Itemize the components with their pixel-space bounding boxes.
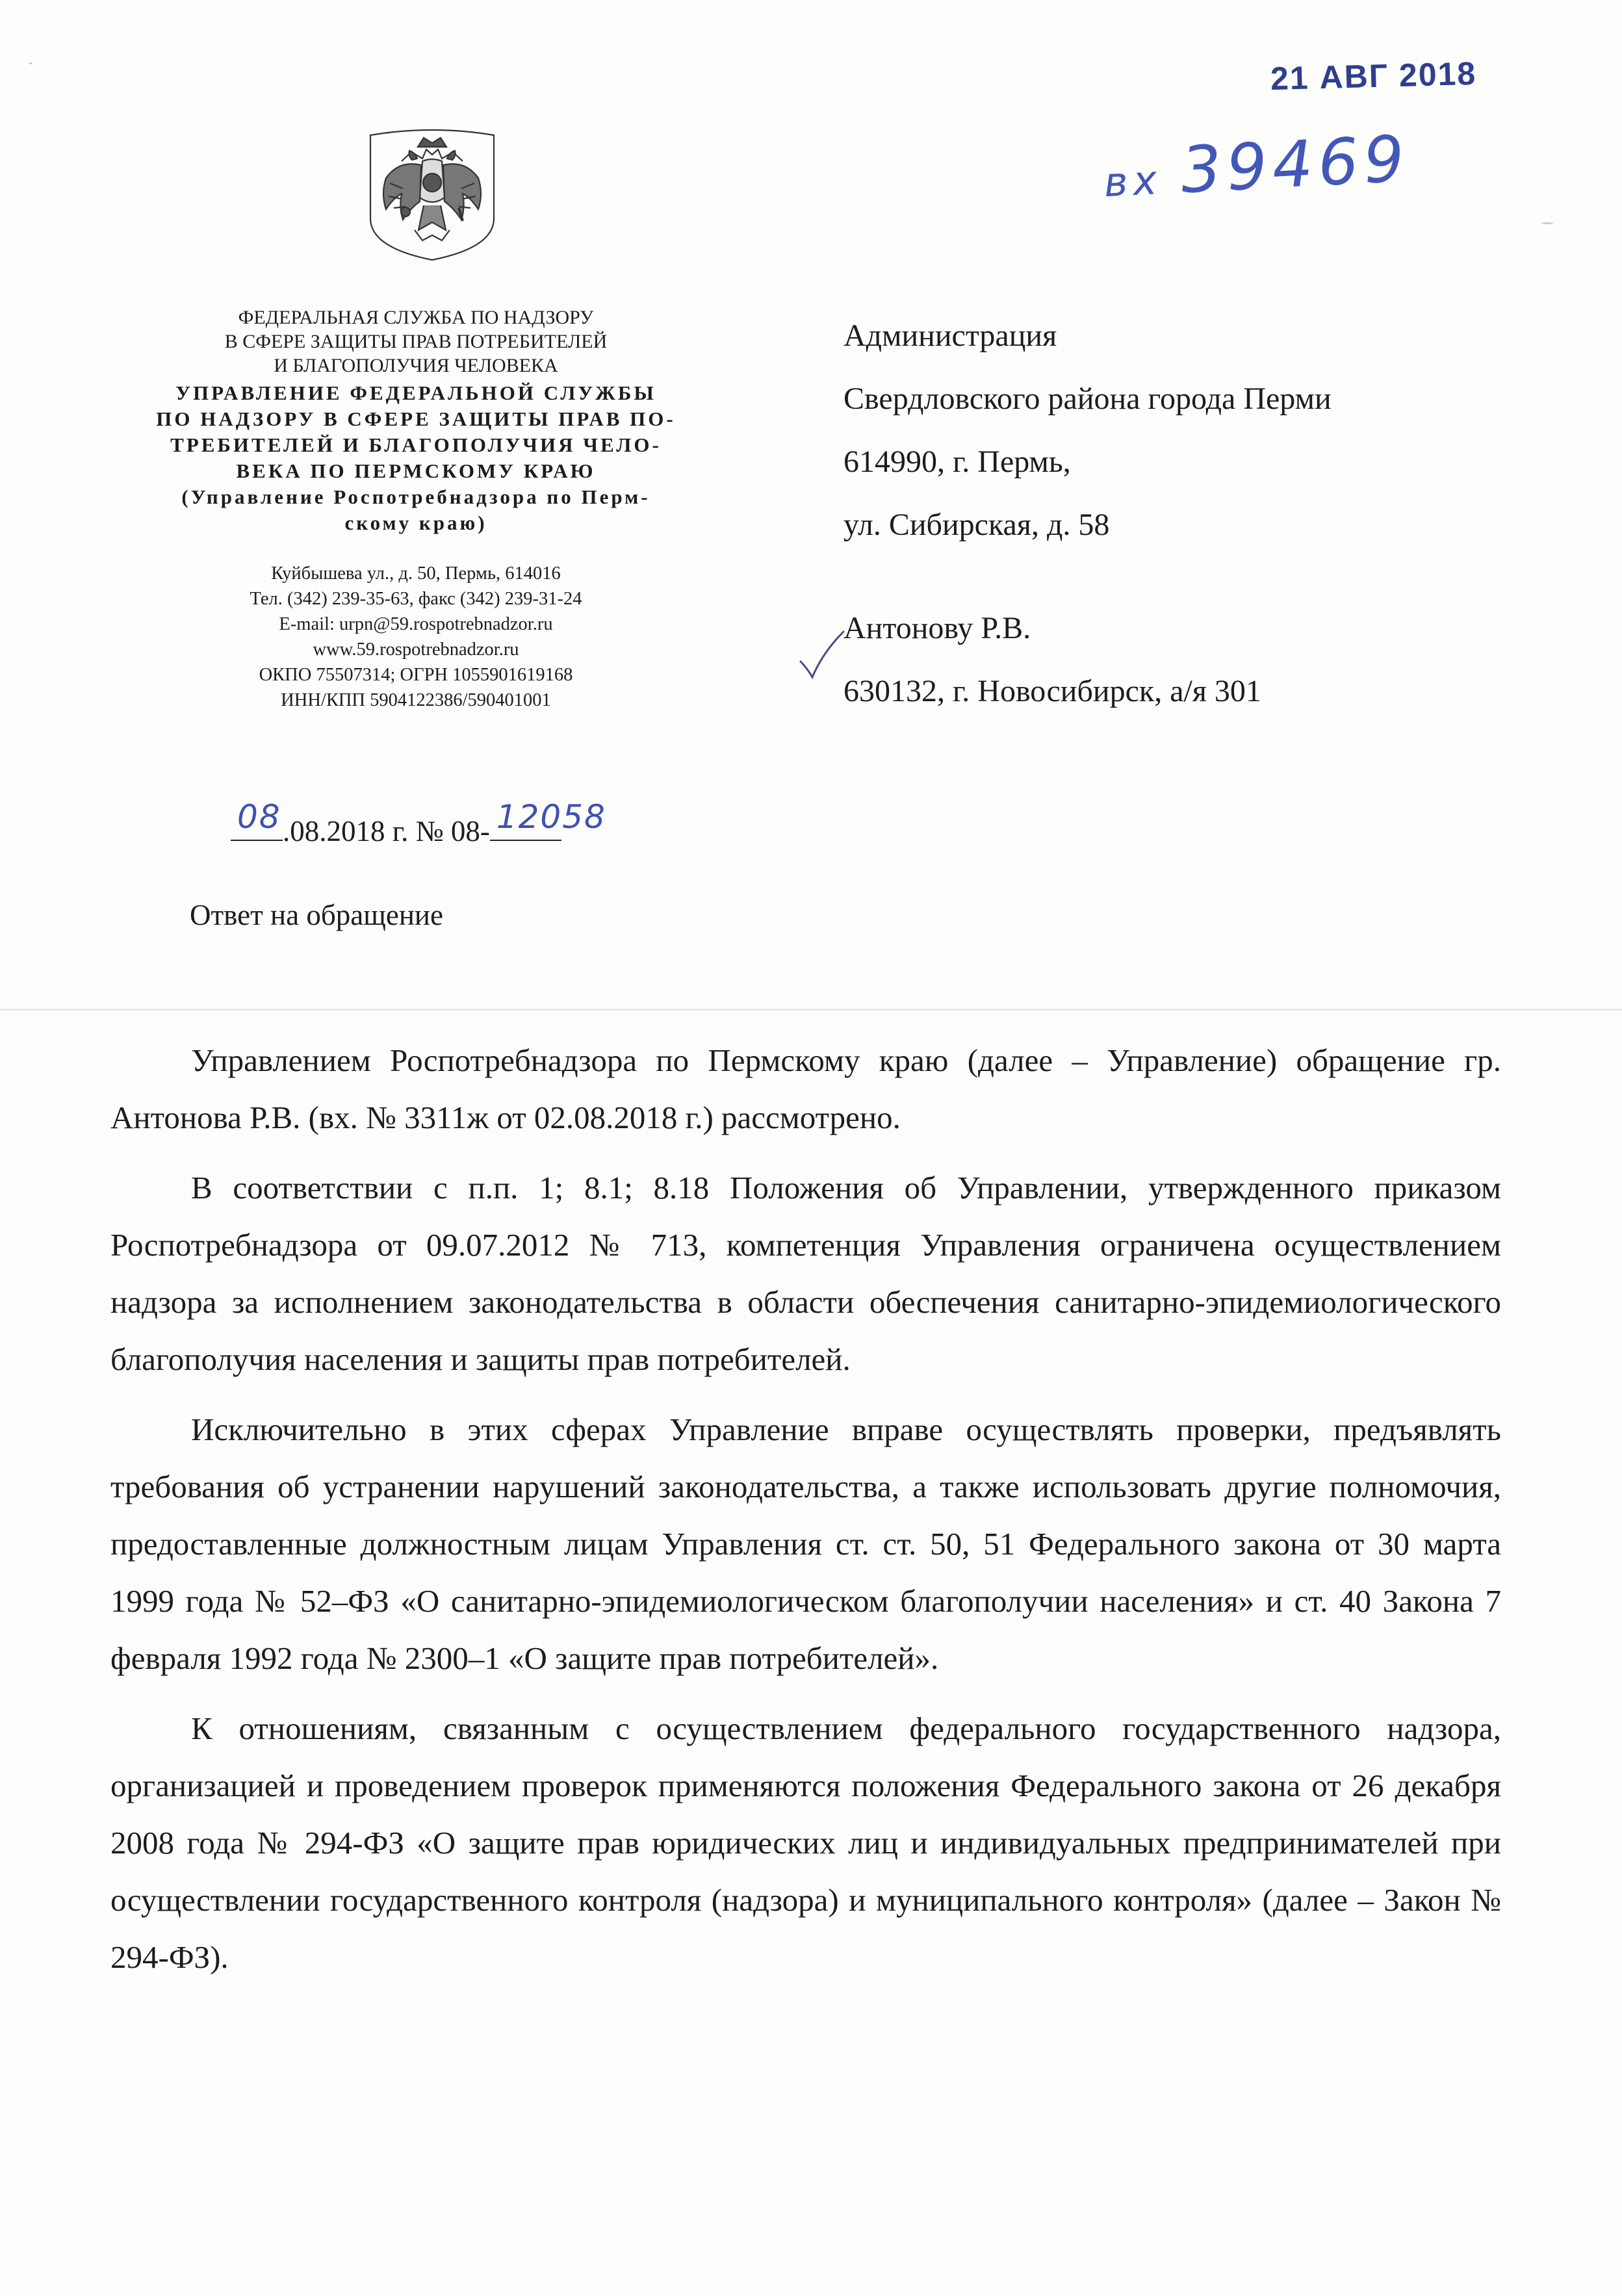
incoming-number-handwritten xyxy=(1101,122,1411,212)
sender-inn-kpp: ИНН/КПП 5904122386/590401001 xyxy=(281,690,551,710)
outgoing-day-blank xyxy=(231,798,283,841)
sender-email: E-mail: urpn@59.rospotrebnadzor.ru xyxy=(279,614,553,634)
addressee-line: 630132, г. Новосибирск, а/я 301 xyxy=(843,674,1261,708)
sender-okpo-ogrn: ОКПО 75507314; ОГРН 1055901619168 xyxy=(259,665,573,685)
sender-contacts xyxy=(78,561,754,713)
coat-of-arms-icon xyxy=(364,121,500,264)
sender-website: www.59.rospotrebnadzor.ru xyxy=(313,639,519,660)
addressee-line: Администрация xyxy=(843,318,1057,353)
scan-speck xyxy=(1541,222,1553,224)
department-name: УПРАВЛЕНИЕ ФЕДЕРАЛЬНОЙ СЛУЖБЫ ПО НАДЗОРУ В СФЕРЕ ЗАЩИТЫ ПРАВ ПО- ТРЕБИТЕЛЕЙ И БЛАГОПОЛУЧИЯ ЧЕЛО- ВЕКА ПО ПЕРМСКОМУ КРАЮ (Управление Роспотребнадзора по Перм- скому краю) xyxy=(156,381,676,534)
addressee-block xyxy=(843,304,1332,723)
outgoing-date-number: .08.2018 г. № 08- xyxy=(283,815,490,847)
outgoing-day: 08 xyxy=(237,798,281,836)
outgoing-reference xyxy=(231,798,606,848)
sender-address: Куйбышева ул., д. 50, Пермь, 614016 xyxy=(271,563,561,584)
received-date-stamp: 21 АВГ 2018 xyxy=(1270,55,1477,97)
body-paragraph: В соответствии с п.п. 1; 8.1; 8.18 Положения об Управлении, утвержденного приказом Роспотребнадзора от 09.07.2012 № 713, компетенция Управления ограничена осуществлением надзора за исполнением законодательства в области обеспечения санитарно-эпидемиологического благополучия населения и защиты прав потребителей. xyxy=(110,1170,1501,1377)
federal-service-name: ФЕДЕРАЛЬНАЯ СЛУЖБА ПО НАДЗОРУ В СФЕРЕ ЗАЩИТЫ ПРАВ ПОТРЕБИТЕЛЕЙ И БЛАГОПОЛУЧИЯ ЧЕЛОВЕКА xyxy=(224,307,608,376)
body-paragraph: Исключительно в этих сферах Управление вправе осуществлять проверки, предъявлять требования об устранении нарушений законодательства, а также использовать другие полномочия, предоставленные должностным лицам Управления ст. ст. 50, 51 Федерального закона от 30 марта 1999 года № 52–ФЗ «О санитарно-эпидемиологическом благополучии населения» и ст. 40 Закона 7 февраля 1992 года № 2300–1 «О защите прав потребителей». xyxy=(110,1412,1501,1676)
document-subject: Ответ на обращение xyxy=(190,899,443,931)
body-paragraph: К отношениям, связанным с осуществлением федерального государственного надзора, организацией и проведением проверок применяются положения Федерального закона от 26 декабря 2008 года № 294-ФЗ «О защите прав юридических лиц и индивидуальных предпринимателей при осуществлении государственного контроля (надзора) и муниципального контроля» (далее – Закон № 294-ФЗ). xyxy=(110,1710,1501,1975)
addressee-line: Свердловского района города Перми xyxy=(843,381,1332,416)
letter-body xyxy=(110,1032,1501,1986)
sender-phone: Тел. (342) 239-35-63, факс (342) 239-31-24 xyxy=(250,589,582,609)
paper-fold-line xyxy=(0,1009,1622,1011)
addressee-line: ул. Сибирская, д. 58 xyxy=(843,508,1110,542)
scan-speck xyxy=(29,62,32,64)
handwritten-check-icon xyxy=(798,629,845,681)
addressee-line: Антонову Р.В. xyxy=(843,611,1031,645)
incoming-prefix: вх xyxy=(1103,155,1163,207)
outgoing-number: 12058 xyxy=(496,798,606,836)
outgoing-number-blank xyxy=(490,798,606,841)
body-paragraph: Управлением Роспотребнадзора по Пермскому краю (далее – Управление) обращение гр. Антонова Р.В. (вх. № 3311ж от 02.08.2018 г.) рассмотрено. xyxy=(110,1042,1501,1135)
sender-header xyxy=(78,305,754,713)
incoming-number: 39469 xyxy=(1179,122,1411,209)
addressee-line: 614990, г. Пермь, xyxy=(843,445,1071,479)
